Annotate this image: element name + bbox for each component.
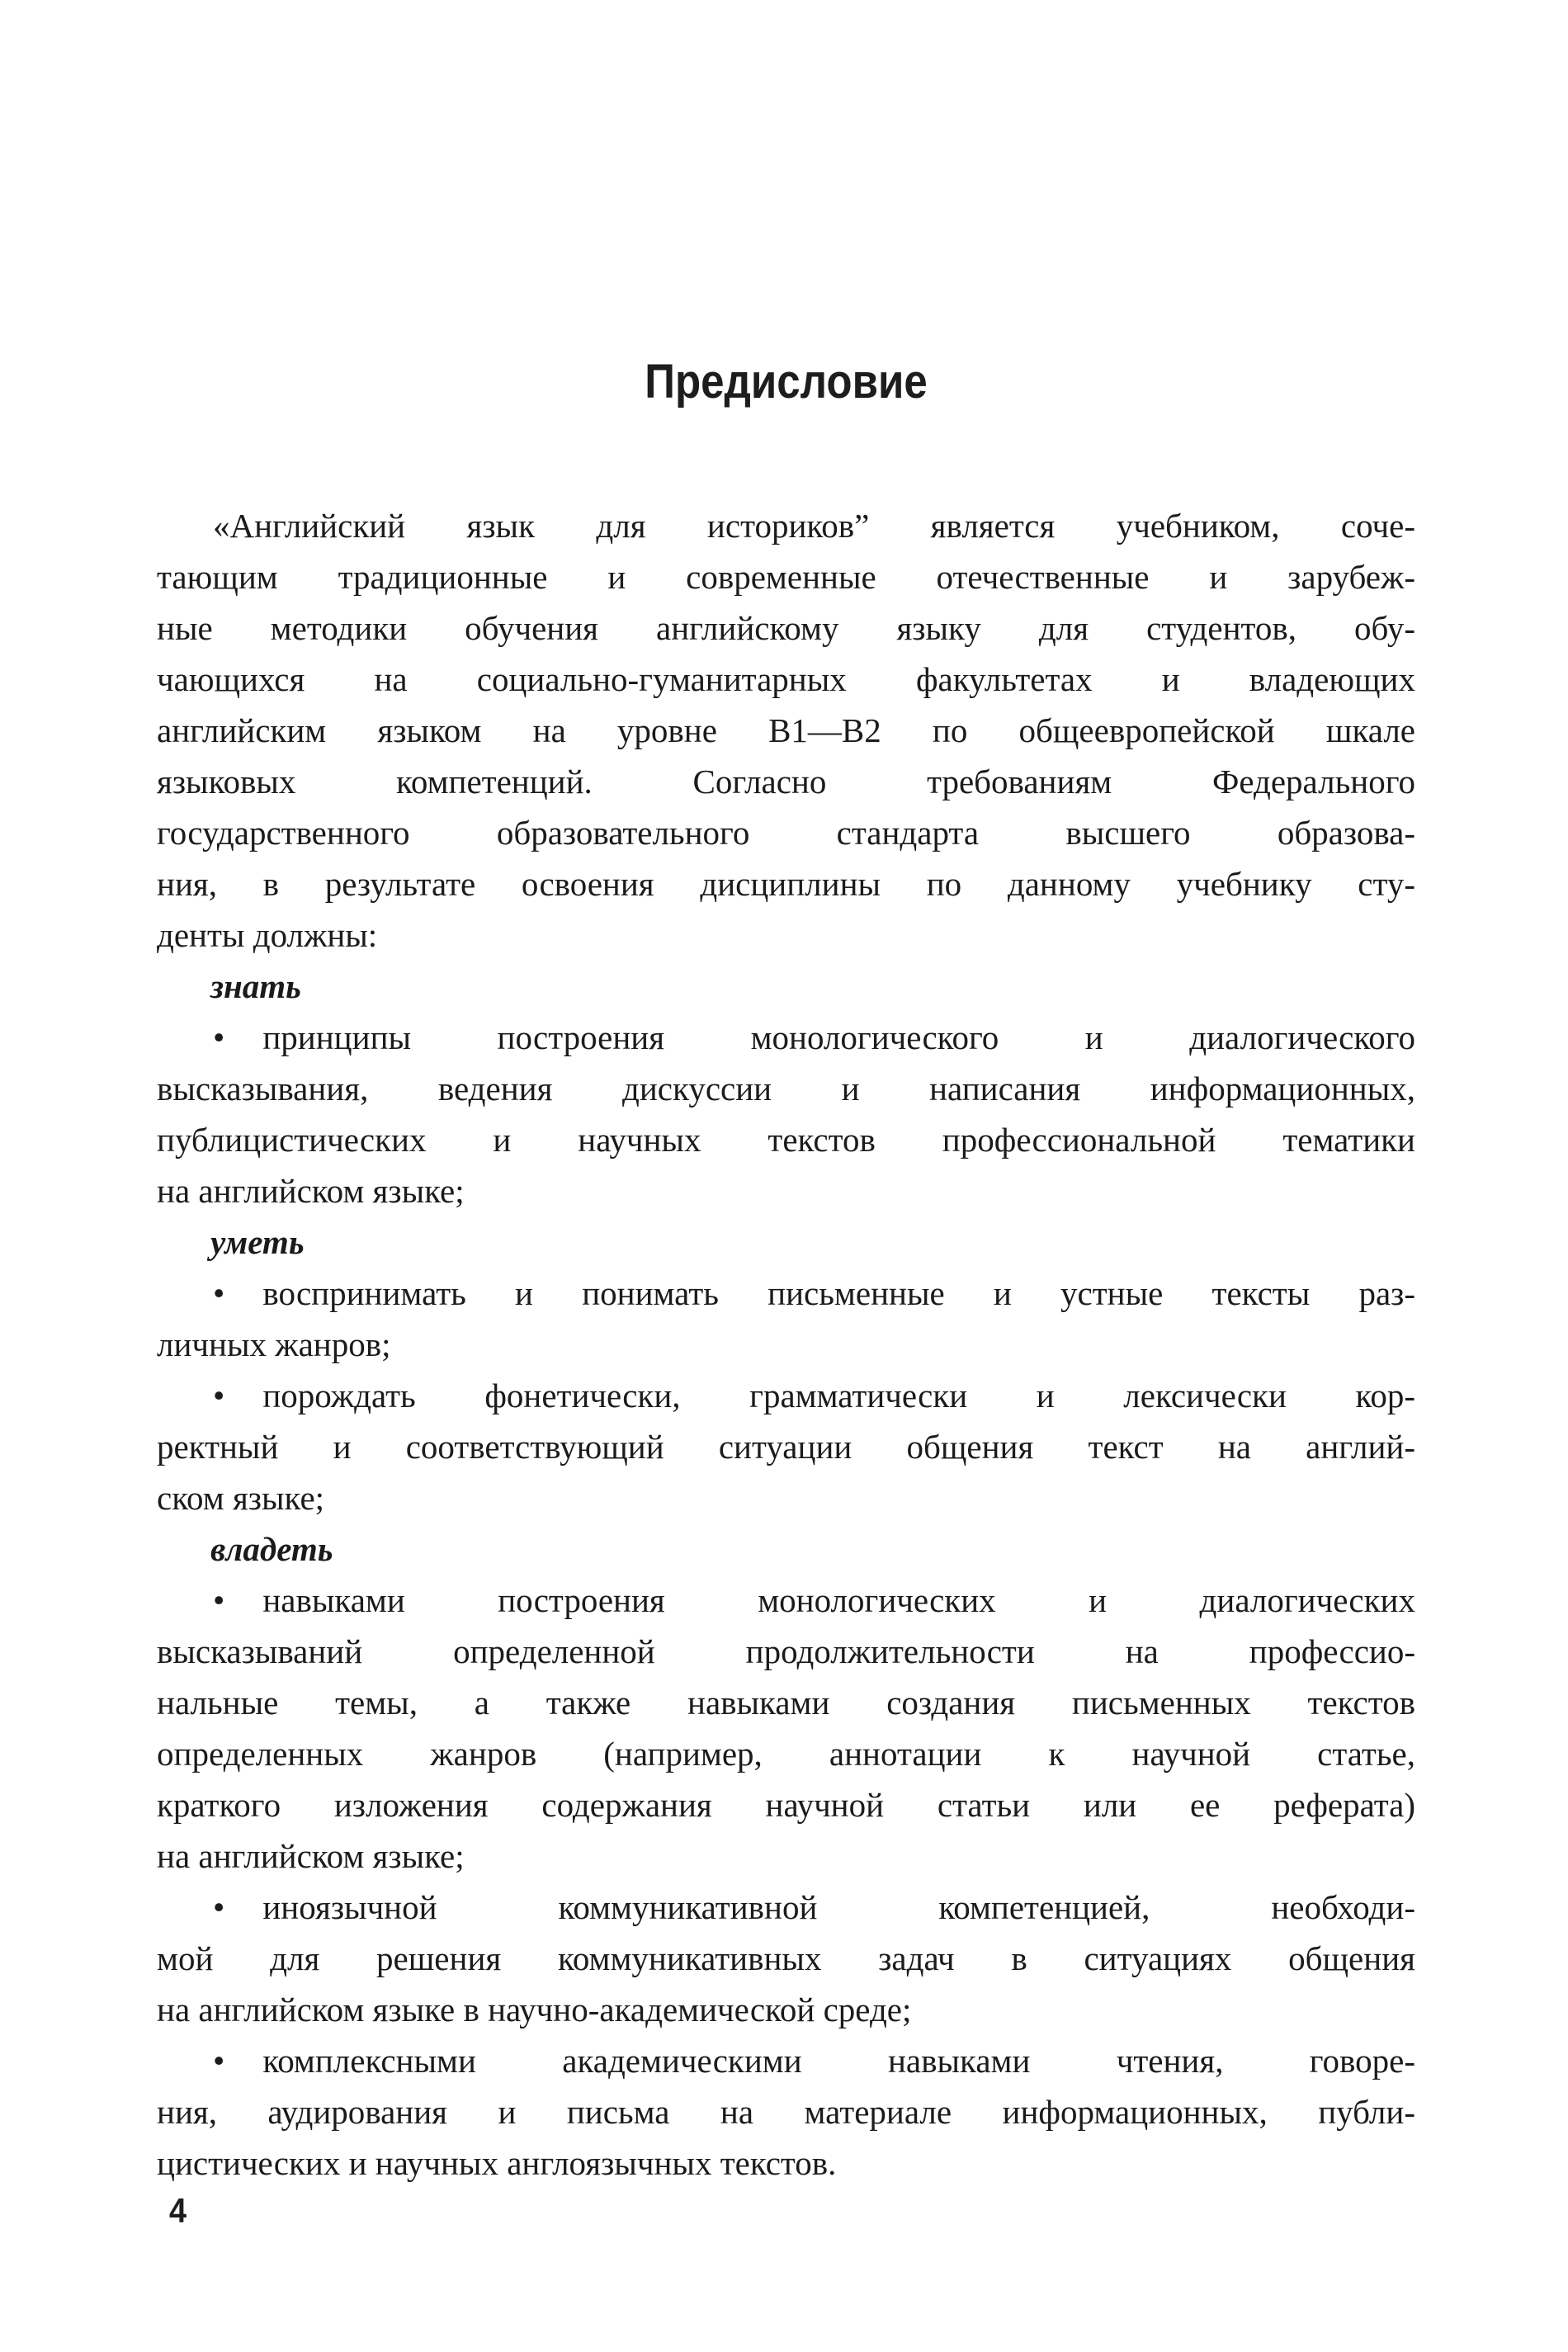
bullet-line: • воспринимать и понимать письменные и устные тексты раз-: [213, 1274, 1415, 1312]
bullet-marker-icon: •: [213, 1581, 225, 1619]
bullet-line: на английском языке;: [157, 1172, 465, 1210]
bullet-line: краткого изложения содержания научной статьи или ее реферата): [157, 1786, 1415, 1824]
page-title: Предисловие: [645, 355, 928, 409]
section-heading: знать: [210, 967, 301, 1005]
paragraph-line: ния, в результате освоения дисциплины по данному учебнику сту-: [157, 865, 1415, 903]
bullet-marker-icon: •: [213, 1377, 225, 1415]
bullet-marker-icon: •: [213, 1018, 225, 1056]
bullet-line: • иноязычной коммуникативной компетенцией, необходи-: [213, 1888, 1415, 1926]
paragraph-line: языковых компетенций. Согласно требованиям Федерального: [157, 763, 1415, 801]
bullet-marker-icon: •: [213, 2042, 225, 2080]
bullet-line: цистических и научных англоязычных текстов.: [157, 2144, 837, 2182]
bullet-line: определенных жанров (например, аннотации к научной статье,: [157, 1735, 1415, 1773]
bullet-line: • комплексными академическими навыками чтения, говоре-: [213, 2042, 1415, 2080]
paragraph-line: ные методики обучения английскому языку для студентов, обу-: [157, 609, 1415, 647]
bullet-line: • принципы построения монологического и диалогического: [213, 1018, 1415, 1056]
bullet-line: ректный и соответствующий ситуации общения текст на англий-: [157, 1428, 1415, 1466]
bullet-line: личных жанров;: [157, 1325, 391, 1363]
bullet-marker-icon: •: [213, 1888, 225, 1926]
bullet-line: на английском языке;: [157, 1837, 465, 1875]
paragraph-line: тающим традиционные и современные отечественные и зарубеж-: [157, 558, 1415, 596]
bullet-line: публицистических и научных текстов профессиональной тематики: [157, 1121, 1415, 1159]
section-heading: владеть: [210, 1530, 333, 1568]
bullet-line: мой для решения коммуникативных задач в ситуациях общения: [157, 1939, 1415, 1977]
bullet-line: нальные темы, а также навыками создания письменных текстов: [157, 1684, 1415, 1721]
bullet-line: • порождать фонетически, грамматически и лексически кор-: [213, 1377, 1415, 1415]
paragraph-line: английским языком на уровне B1—B2 по общеевропейской шкале: [157, 711, 1415, 749]
bullet-line: • навыками построения монологических и диалогических: [213, 1581, 1415, 1619]
bullet-line: высказываний определенной продолжительности на профессио-: [157, 1632, 1415, 1670]
bullet-line: высказывания, ведения дискуссии и написания информационных,: [157, 1070, 1415, 1108]
bullet-line: на английском языке в научно-академической среде;: [157, 1991, 912, 2028]
bullet-line: ском языке;: [157, 1479, 325, 1517]
paragraph-line: «Английский язык для историков” является учебником, соче-: [213, 507, 1415, 545]
bullet-line: ния, аудирования и письма на материале информационных, публи-: [157, 2093, 1415, 2131]
paragraph-line: государственного образовательного стандарта высшего образова-: [157, 814, 1415, 852]
section-heading: уметь: [210, 1223, 305, 1261]
page-number: 4: [169, 2191, 187, 2230]
paragraph-line: чающихся на социально-гуманитарных факультетах и владеющих: [157, 660, 1415, 698]
paragraph-line: денты должны:: [157, 916, 378, 954]
body-text: [157, 500, 1415, 2189]
bullet-marker-icon: •: [213, 1274, 225, 1312]
